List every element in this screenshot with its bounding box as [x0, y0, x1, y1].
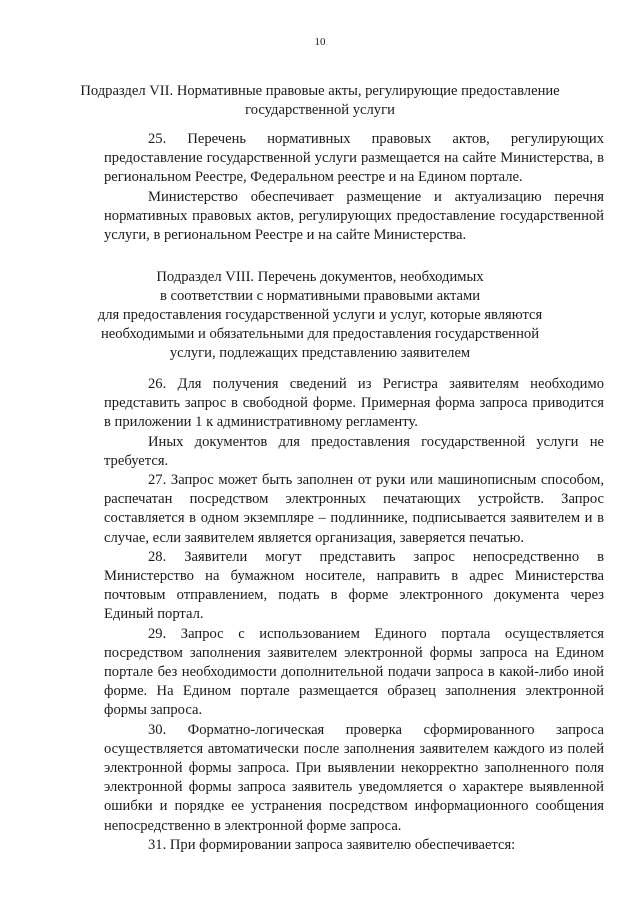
subsection-7-body: [104, 130, 604, 245]
subsection-8-title-line: услуги, подлежащих представлению заявителем: [169, 345, 471, 361]
page-number: 10: [314, 36, 326, 48]
paragraph-25-continued: Министерство обеспечивает размещение и актуализацию перечня нормативных правовых актов, регулирующих предоставление государственной услуги, в региональном Реестре и на сайте Министерства.: [104, 188, 604, 244]
subsection-7-title: Подраздел VII. Нормативные правовые акты, регулирующие предоставление государственной услуги: [80, 83, 560, 118]
paragraph-30: 30. Форматно-логическая проверка сформированного запроса осуществляется автоматически после заполнения заявителем каждого из полей электронной формы запроса. При выявлении некорректно заполненного поля электронной формы запроса заявитель уведомляется о характере выявленной ошибки и порядке ее устранения посредством информационного сообщения непосредственно в электронной форме запроса.: [104, 721, 604, 834]
paragraph-27: 27. Запрос может быть заполнен от руки или машинописным способом, распечатан посредством электронных печатающих устройств. Запрос составляется в одном экземпляре – подлиннике, подписывается заявителем и в случае, если заявителем является организация, заверяется печатью.: [104, 472, 604, 546]
subsection-8-title-line: в соответствии с нормативными правовыми актами: [159, 288, 481, 304]
paragraph-26: 26. Для получения сведений из Регистра заявителям необходимо представить запрос в свободной форме. Примерная форма запроса приводится в приложении 1 к административному регламенту.: [104, 376, 604, 431]
paragraph-25: 25. Перечень нормативных правовых актов, регулирующих предоставление государственной услуги размещается на сайте Министерства, в региональном Реестре, Федеральном реестре и на Едином портале.: [104, 131, 604, 186]
paragraph-31: 31. При формировании запроса заявителю обеспечивается:: [148, 836, 516, 853]
paragraph-29: 29. Запрос с использованием Единого портала осуществляется посредством заполнения заявителем электронной формы запроса на Едином портале без необходимости дополнительной подачи запроса в какой-либо иной форме. На Едином портале размещается образец заполнения электронной формы запроса.: [104, 625, 604, 719]
subsection-8-title-line: для предоставления государственной услуги и услуг, которые являются: [97, 307, 543, 323]
subsection-8-title-line: необходимыми и обязательными для предоставления государственной: [100, 326, 540, 342]
subsection-8-title: [60, 268, 580, 363]
subsection-8-body: [104, 375, 604, 855]
subsection-8-title-line: Подраздел VIII. Перечень документов, необходимых: [156, 269, 484, 285]
paragraph-28: 28. Заявители могут представить запрос непосредственно в Министерство на бумажном носителе, направить в адрес Министерства почтовым отправлением, подать в форме электронного документа через Единый портал.: [104, 548, 604, 623]
paragraph-26-continued: Иных документов для предоставления государственной услуги не требуется.: [104, 433, 604, 469]
